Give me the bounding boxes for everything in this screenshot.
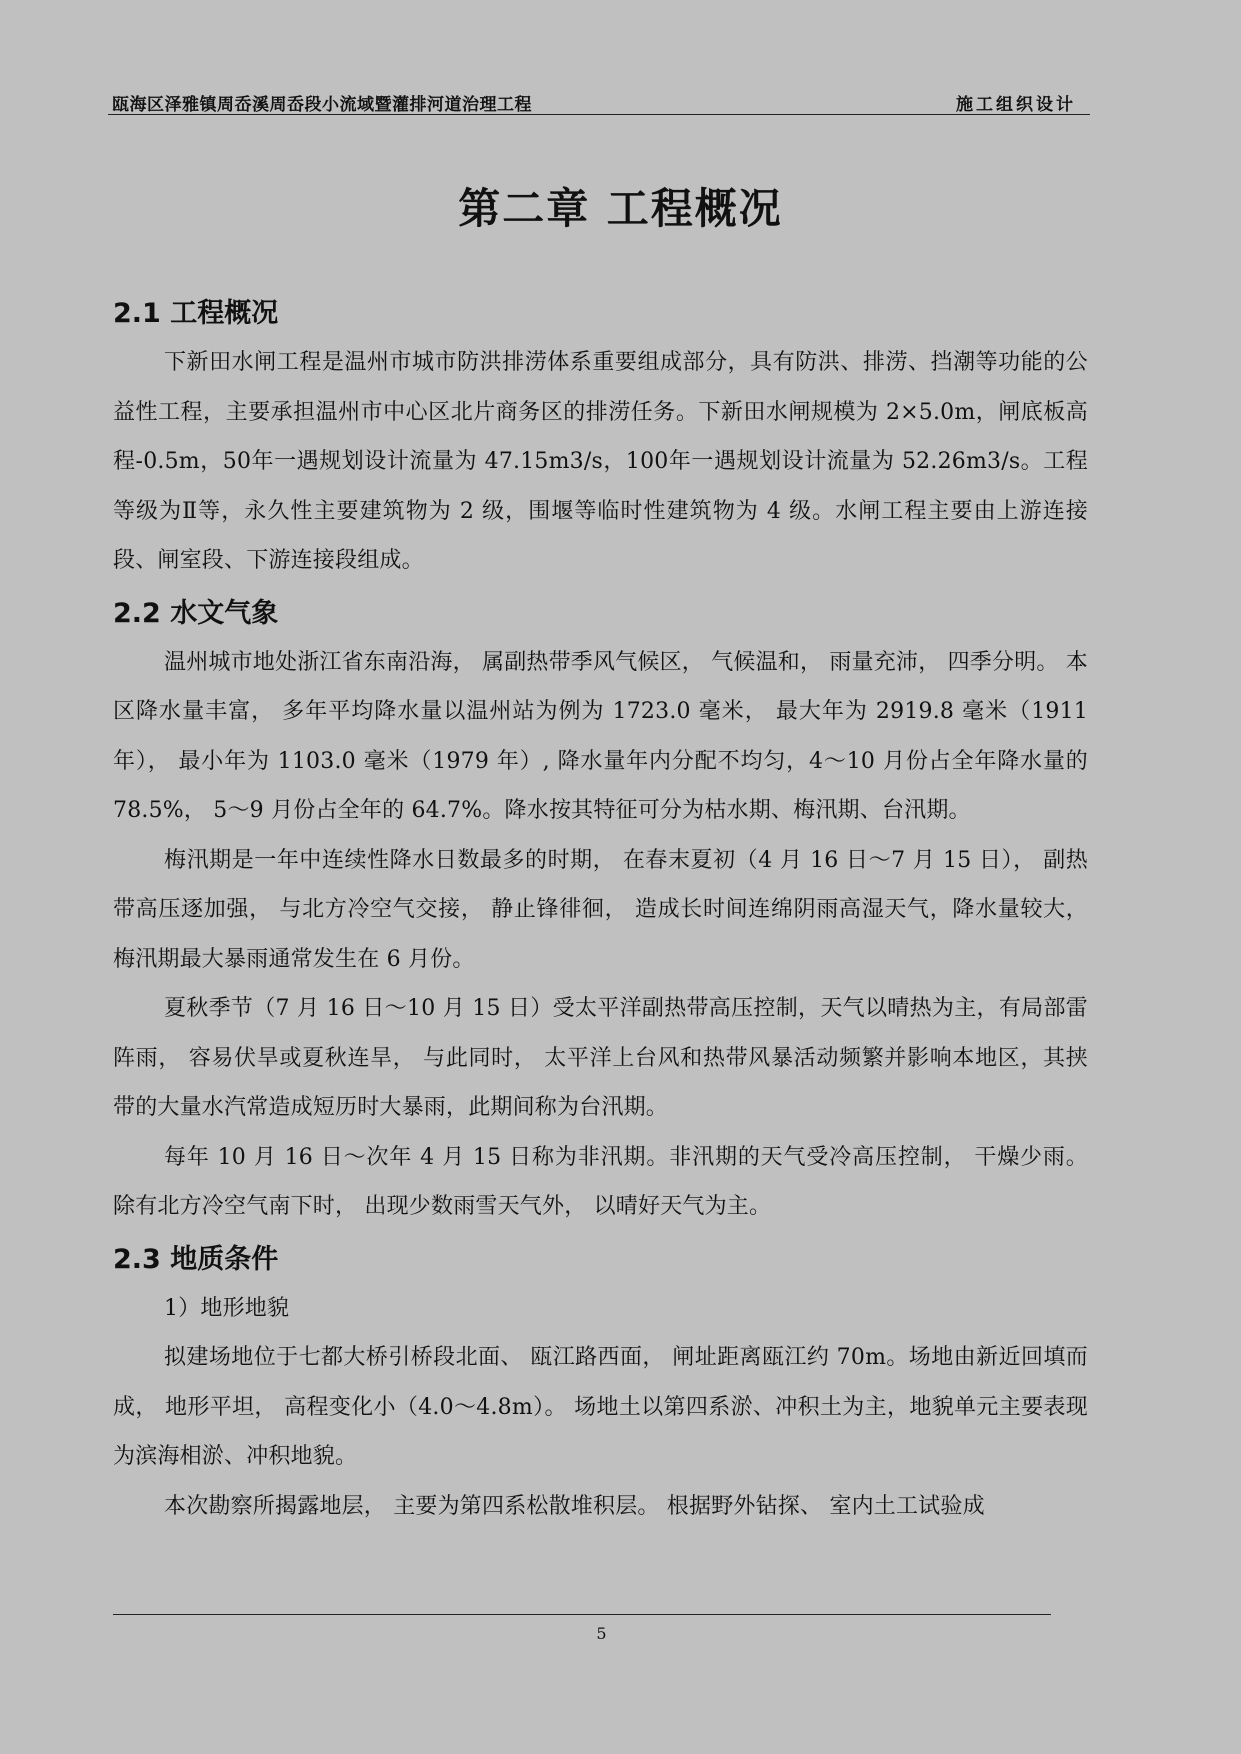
paragraph: 梅汛期是一年中连续性降水日数最多的时期， 在春末夏初（4 月 16 日～7 月 15 日）， 副热带高压逐加强， 与北方冷空气交接， 静止锋徘徊， 造成长时间连绵阴雨高湿天气，降水量较大，梅汛期最大暴雨通常发生在 6 月份。 [113,847,1088,972]
paragraph: 夏秋季节（7 月 16 日～10 月 15 日）受太平洋副热带高压控制，天气以晴热为主，有局部雷阵雨， 容易伏旱或夏秋连旱， 与此同时， 太平洋上台风和热带风暴活动频繁并影响本地区，其挟带的大量水汽常造成短历时大暴雨，此期间称为台汛期。 [113,996,1088,1120]
section-heading-2-3: 2.3 地质条件 [113,1243,279,1275]
header-project-title: 瓯海区泽雅镇周岙溪周岙段小流域暨灌排河道治理工程 [112,95,532,115]
section-heading-2-1: 2.1 工程概况 [113,298,279,329]
paragraph: 温州城市地处浙江省东南沿海， 属副热带季风气候区， 气候温和， 雨量充沛， 四季分明。 本区降水量丰富， 多年平均降水量以温州站为例为 1723.0 毫米， 最大年为 2919.8 毫米（1911 年）， 最小年为 1103.0 毫米（1979 年）, 降水量年内分配不均匀，4～10 月份占全年降水量的 78.5%， 5～9 月份占全年的 64.7%。降水按其特征可分为枯水期、梅汛期、台汛期。 [113,649,1088,823]
header-document-type: 施工组织设计 [956,95,1076,115]
page-header [108,88,1090,115]
chapter-title: 第二章 工程概况 [458,184,783,233]
footer-divider [113,1614,1051,1615]
paragraph: 拟建场地位于七都大桥引桥段北面、 瓯江路西面， 闸址距离瓯江约 70m。场地由新近回填而成， 地形平坦， 高程变化小（4.0～4.8m）。 场地土以第四系淤、冲积土为主，地貌单元主要表现为滨海相淤、冲积地貌。 [113,1345,1088,1469]
section-heading-2-2: 2.2 水文气象 [113,597,279,629]
document-body [113,290,1088,1531]
page-number: 5 [596,1624,607,1643]
paragraph: 下新田水闸工程是温州市城市防洪排涝体系重要组成部分，具有防洪、排涝、挡潮等功能的公益性工程，主要承担温州市中心区北片商务区的排涝任务。下新田水闸规模为 2×5.0m，闸底板高程-0.5m，50年一遇规划设计流量为 47.15m3/s，100年一遇规划设计流量为 52.26m3/s。工程等级为Ⅱ等，永久性主要建筑物为 2 级，围堰等临时性建筑物为 4 级。水闸工程主要由上游连接段、闸室段、下游连接段组成。 [113,350,1088,573]
paragraph: 本次勘察所揭露地层， 主要为第四系松散堆积层。 根据野外钻探、 室内土工试验成 [164,1493,985,1519]
subheading-terrain: 1）地形地貌 [164,1295,290,1321]
paragraph: 每年 10 月 16 日～次年 4 月 15 日称为非汛期。非汛期的天气受冷高压控制， 干燥少雨。 除有北方冷空气南下时， 出现少数雨雪天气外， 以晴好天气为主。 [113,1144,1088,1219]
